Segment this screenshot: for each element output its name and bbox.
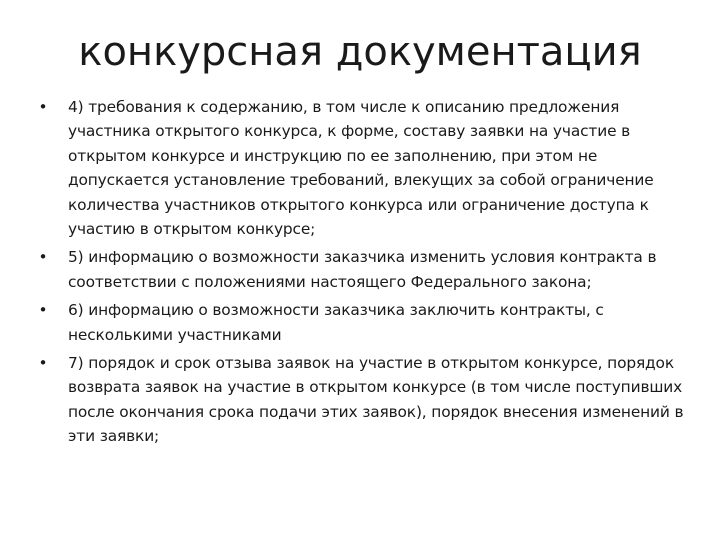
list-item-text: 5) информацию о возможности заказчика изменить условия контракта в соответствии с положениями настоящего Федерального закона;: [68, 248, 657, 291]
bullet-icon: •: [38, 248, 48, 267]
list-item: [36, 351, 686, 449]
list-item-text: 6) информацию о возможности заказчика заключить контракты, с несколькими участниками: [68, 301, 604, 344]
bullet-icon: •: [38, 301, 48, 320]
list-item: [36, 298, 686, 347]
list-item: [36, 245, 686, 294]
bullet-icon: •: [38, 354, 48, 373]
list-item: [36, 95, 686, 241]
bullet-list: [36, 95, 686, 453]
bullet-icon: •: [38, 98, 48, 116]
list-item-text: 4) требования к содержанию, в том числе к описанию предложения участника открытого конкурса, к форме, составу заявки на участие в открытом конкурсе и инструкцию по ее заполнению, при этом не допускается установление требований, влекущих за собой ограничение количества участников открытого конкурса или ограничение доступа к участию в открытом конкурсе;: [68, 98, 654, 239]
slide-title: конкурсная документация: [78, 29, 642, 75]
list-item-text: 7) порядок и срок отзыва заявок на участие в открытом конкурсе, порядок возврата заявок на участие в открытом конкурсе (в том числе поступивших после окончания срока подачи этих заявок), порядок внесения изменений в эти заявки;: [68, 354, 684, 446]
